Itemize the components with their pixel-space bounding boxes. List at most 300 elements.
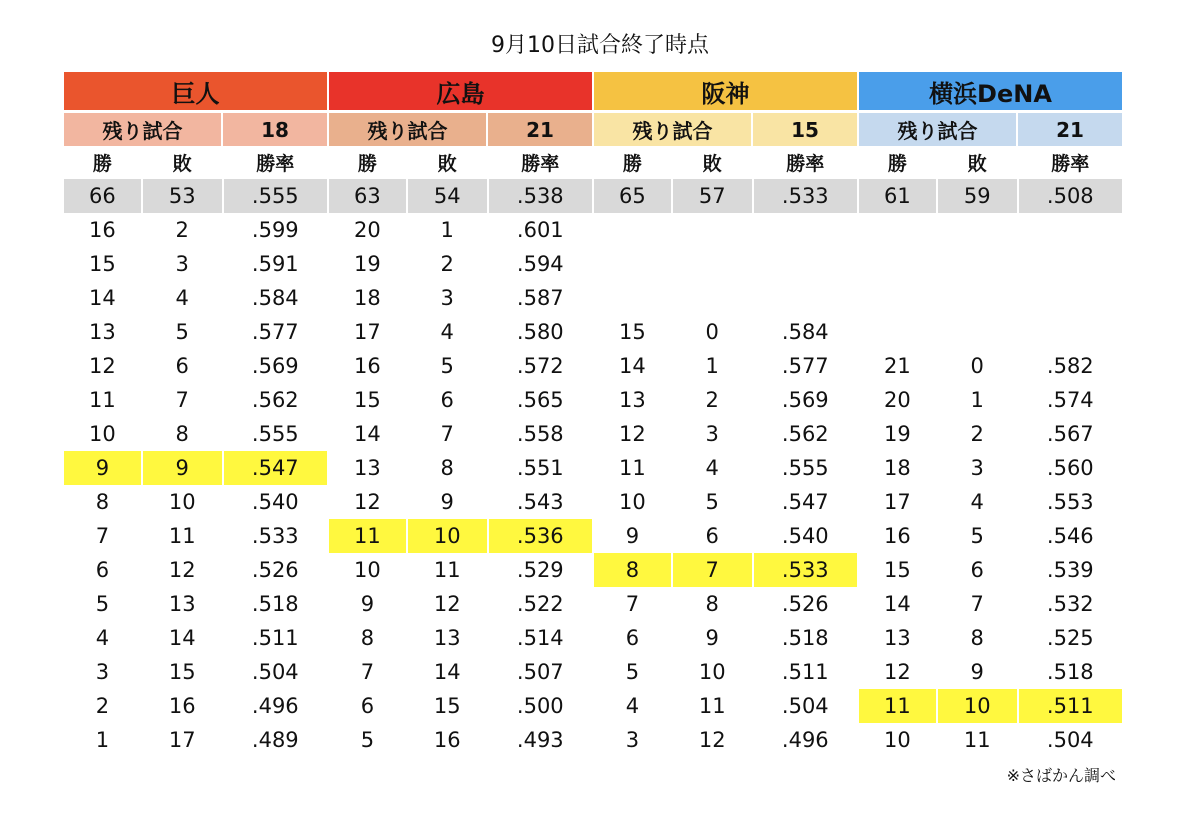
- losses-cell: 9: [141, 451, 222, 485]
- win-pct-cell: [1017, 281, 1122, 315]
- scenario-row: [859, 417, 1122, 451]
- losses-cell: 53: [141, 179, 222, 213]
- losses-cell: [671, 213, 752, 247]
- win-pct-cell: [752, 281, 857, 315]
- losses-cell: 7: [440, 422, 454, 446]
- scenario-row: [594, 315, 857, 349]
- losses-cell: 7: [970, 592, 984, 616]
- losses-cell: 敗: [702, 153, 722, 175]
- win-pct-cell: [1017, 315, 1122, 349]
- wins-cell: 4: [625, 694, 640, 718]
- win-pct-cell: .584: [251, 286, 299, 310]
- losses-cell: 5: [705, 490, 719, 514]
- win-pct-cell: .538: [487, 179, 592, 213]
- losses-cell: 2: [440, 252, 454, 276]
- win-pct-cell: .569: [251, 354, 299, 378]
- scenario-row: [859, 349, 1122, 383]
- losses-cell: 5: [970, 524, 984, 548]
- scenario-row: [64, 247, 327, 281]
- team-block-baystars: [859, 72, 1122, 757]
- win-pct-cell: .500: [516, 694, 564, 718]
- scenario-row: [859, 383, 1122, 417]
- win-pct-cell: .511: [1017, 689, 1122, 723]
- wins-cell: 7: [625, 592, 640, 616]
- wins-cell: 2: [95, 694, 110, 718]
- scenario-row: [594, 655, 857, 689]
- scenario-row: [329, 655, 592, 689]
- wins-cell: 5: [625, 660, 640, 684]
- win-pct-cell: .587: [516, 286, 564, 310]
- scenario-row: [859, 485, 1122, 519]
- wins-cell: 63: [354, 184, 381, 208]
- column-header-row: [329, 146, 592, 179]
- losses-cell: 4: [705, 456, 719, 480]
- win-pct-cell: .560: [1046, 456, 1094, 480]
- wins-cell: 6: [360, 694, 375, 718]
- scenario-row: [329, 315, 592, 349]
- scenario-row: [329, 553, 592, 587]
- losses-cell: 3: [440, 286, 454, 310]
- win-pct-cell: .582: [1046, 354, 1094, 378]
- losses-cell: 1: [440, 218, 454, 242]
- wins-cell: 13: [884, 626, 911, 650]
- remaining-games-row: [859, 113, 1122, 146]
- wins-cell: 12: [619, 422, 646, 446]
- team-name-carp: 広島: [329, 72, 592, 110]
- scenario-row: [594, 281, 857, 315]
- wins-cell: 7: [360, 660, 375, 684]
- losses-cell: 59: [936, 179, 1017, 213]
- wins-cell: 11: [619, 456, 646, 480]
- win-pct-cell: .546: [1046, 524, 1094, 548]
- losses-cell: 13: [168, 592, 196, 616]
- losses-cell: 6: [175, 354, 189, 378]
- losses-cell: 3: [705, 422, 719, 446]
- wins-cell: 7: [95, 524, 110, 548]
- highlight-row: [859, 689, 1122, 723]
- wins-cell: 66: [89, 184, 116, 208]
- win-pct-cell: .526: [781, 592, 829, 616]
- wins-cell: 61: [884, 184, 911, 208]
- wins-cell: 11: [329, 519, 406, 553]
- losses-cell: 12: [433, 592, 461, 616]
- losses-cell: 6: [970, 558, 984, 582]
- scenario-row: [859, 213, 1122, 247]
- losses-cell: 6: [440, 388, 454, 412]
- scenario-row: [64, 723, 327, 757]
- scenario-row: [64, 553, 327, 587]
- wins-cell: 17: [884, 490, 911, 514]
- remaining-games-count: 21: [1016, 113, 1122, 146]
- wins-cell: 15: [89, 252, 116, 276]
- wins-cell: 1: [95, 728, 110, 752]
- scenario-row: [64, 655, 327, 689]
- wins-cell: 65: [619, 184, 646, 208]
- wins-cell: [859, 213, 936, 247]
- win-pct-cell: .553: [1046, 490, 1094, 514]
- scenario-row: [594, 451, 857, 485]
- wins-cell: 5: [95, 592, 110, 616]
- wins-cell: 9: [360, 592, 375, 616]
- win-pct-cell: [1017, 247, 1122, 281]
- column-header-row: [64, 146, 327, 179]
- scenario-row: [329, 349, 592, 383]
- win-pct-cell: .551: [516, 456, 564, 480]
- losses-cell: [936, 281, 1017, 315]
- wins-cell: 16: [354, 354, 381, 378]
- scenario-row: [594, 485, 857, 519]
- win-pct-cell: .496: [251, 694, 299, 718]
- win-pct-cell: .508: [1017, 179, 1122, 213]
- win-pct-cell: .504: [1046, 728, 1094, 752]
- win-pct-cell: [752, 247, 857, 281]
- losses-cell: 5: [175, 320, 189, 344]
- win-pct-cell: .539: [1046, 558, 1094, 582]
- remaining-games-row: [329, 113, 592, 146]
- scenario-row: [859, 587, 1122, 621]
- scenario-row: [859, 247, 1122, 281]
- win-pct-cell: .547: [781, 490, 829, 514]
- wins-cell: 10: [884, 728, 911, 752]
- wins-cell: [859, 281, 936, 315]
- losses-cell: 4: [440, 320, 454, 344]
- win-pct-cell: .555: [222, 179, 327, 213]
- wins-cell: 9: [625, 524, 640, 548]
- wins-cell: 20: [884, 388, 911, 412]
- win-pct-cell: [752, 213, 857, 247]
- scenario-row: [859, 451, 1122, 485]
- losses-cell: 57: [671, 179, 752, 213]
- scenario-row: [64, 213, 327, 247]
- losses-cell: [671, 281, 752, 315]
- wins-cell: [859, 315, 936, 349]
- wins-cell: 18: [884, 456, 911, 480]
- wins-cell: [594, 247, 671, 281]
- team-name-giants: 巨人: [64, 72, 327, 110]
- scenario-row: [64, 519, 327, 553]
- column-header-row: [594, 146, 857, 179]
- win-pct-cell: .540: [781, 524, 829, 548]
- losses-cell: 11: [168, 524, 196, 548]
- losses-cell: 敗: [437, 153, 457, 175]
- losses-cell: 2: [175, 218, 189, 242]
- losses-cell: 1: [705, 354, 719, 378]
- wins-cell: 11: [859, 689, 936, 723]
- wins-cell: [594, 213, 671, 247]
- win-pct-cell: .532: [1046, 592, 1094, 616]
- scenario-row: [64, 621, 327, 655]
- scenario-row: [64, 689, 327, 723]
- team-block-carp: [329, 72, 592, 757]
- win-pct-cell: .599: [251, 218, 299, 242]
- scenario-row: [329, 417, 592, 451]
- wins-cell: 13: [89, 320, 116, 344]
- win-pct-cell: .533: [752, 553, 857, 587]
- win-pct-cell: .567: [1046, 422, 1094, 446]
- wins-cell: 15: [884, 558, 911, 582]
- wins-cell: 8: [95, 490, 110, 514]
- scenario-row: [594, 247, 857, 281]
- losses-cell: 8: [175, 422, 189, 446]
- losses-cell: [936, 213, 1017, 247]
- wins-cell: 9: [64, 451, 141, 485]
- losses-cell: 14: [168, 626, 196, 650]
- losses-cell: 8: [705, 592, 719, 616]
- wins-cell: 3: [625, 728, 640, 752]
- losses-cell: 敗: [967, 153, 987, 175]
- win-pct-cell: .489: [251, 728, 299, 752]
- wins-cell: 13: [354, 456, 381, 480]
- remaining-games-count: 21: [486, 113, 592, 146]
- losses-cell: 9: [705, 626, 719, 650]
- wins-cell: 勝: [887, 153, 907, 175]
- wins-cell: 8: [360, 626, 375, 650]
- win-pct-cell: .533: [251, 524, 299, 548]
- scenario-row: [64, 587, 327, 621]
- wins-cell: 8: [594, 553, 671, 587]
- team-name-tigers: 阪神: [594, 72, 857, 110]
- win-pct-cell: .536: [487, 519, 592, 553]
- wins-cell: 17: [354, 320, 381, 344]
- losses-cell: 0: [970, 354, 984, 378]
- scenario-row: [859, 519, 1122, 553]
- scenario-row: [594, 519, 857, 553]
- losses-cell: 9: [440, 490, 454, 514]
- win-pct-cell: .504: [781, 694, 829, 718]
- win-pct-cell: .558: [516, 422, 564, 446]
- win-pct-cell: .540: [251, 490, 299, 514]
- wins-cell: 13: [619, 388, 646, 412]
- losses-cell: 16: [168, 694, 196, 718]
- scenario-row: [329, 383, 592, 417]
- losses-cell: 13: [433, 626, 461, 650]
- win-pct-cell: .511: [781, 660, 829, 684]
- wins-cell: 19: [354, 252, 381, 276]
- wins-cell: 16: [884, 524, 911, 548]
- win-pct-cell: .533: [752, 179, 857, 213]
- scenario-row: [329, 723, 592, 757]
- remaining-games-label: 残り試合: [367, 119, 448, 143]
- losses-cell: 16: [433, 728, 461, 752]
- losses-cell: 2: [970, 422, 984, 446]
- losses-cell: 11: [433, 558, 461, 582]
- win-pct-cell: .584: [781, 320, 829, 344]
- wins-cell: [859, 247, 936, 281]
- remaining-games-label: 残り試合: [102, 119, 183, 143]
- scenario-row: [329, 451, 592, 485]
- losses-cell: 9: [970, 660, 984, 684]
- losses-cell: [671, 247, 752, 281]
- win-pct-cell: .547: [222, 451, 327, 485]
- win-pct-cell: .518: [781, 626, 829, 650]
- highlight-row: [594, 553, 857, 587]
- losses-cell: 3: [970, 456, 984, 480]
- win-pct-cell: 勝率: [521, 153, 560, 175]
- losses-cell: 7: [175, 388, 189, 412]
- scenario-row: [64, 349, 327, 383]
- win-pct-cell: 勝率: [786, 153, 825, 175]
- source-note: ※さばかん調べ: [1006, 766, 1116, 785]
- wins-cell: 10: [619, 490, 646, 514]
- win-pct-cell: 勝率: [1051, 153, 1090, 175]
- win-pct-cell: .569: [781, 388, 829, 412]
- losses-cell: 4: [970, 490, 984, 514]
- scenario-row: [64, 417, 327, 451]
- losses-cell: 12: [168, 558, 196, 582]
- wins-cell: 14: [354, 422, 381, 446]
- remaining-games-row: [64, 113, 327, 146]
- scenario-row: [64, 315, 327, 349]
- wins-cell: 4: [95, 626, 110, 650]
- losses-cell: 14: [433, 660, 461, 684]
- wins-cell: 12: [89, 354, 116, 378]
- win-pct-cell: .518: [251, 592, 299, 616]
- losses-cell: 11: [698, 694, 726, 718]
- scenario-row: [594, 213, 857, 247]
- scenario-row: [859, 621, 1122, 655]
- wins-cell: 10: [89, 422, 116, 446]
- losses-cell: 8: [970, 626, 984, 650]
- win-pct-cell: .522: [516, 592, 564, 616]
- column-header-row: [859, 146, 1122, 179]
- wins-cell: 勝: [357, 153, 377, 175]
- scenario-row: [329, 281, 592, 315]
- win-pct-cell: .518: [1046, 660, 1094, 684]
- win-pct-cell: .543: [516, 490, 564, 514]
- win-pct-cell: .601: [516, 218, 564, 242]
- wins-cell: 12: [354, 490, 381, 514]
- current-record-row: [64, 179, 327, 213]
- win-pct-cell: .565: [516, 388, 564, 412]
- wins-cell: 6: [95, 558, 110, 582]
- remaining-games-row: [594, 113, 857, 146]
- losses-cell: 0: [705, 320, 719, 344]
- win-pct-cell: .511: [251, 626, 299, 650]
- win-pct-cell: .577: [781, 354, 829, 378]
- scenario-row: [859, 315, 1122, 349]
- losses-cell: 1: [970, 388, 984, 412]
- scenario-row: [594, 349, 857, 383]
- remaining-games-label: 残り試合: [632, 119, 713, 143]
- wins-cell: 18: [354, 286, 381, 310]
- scenario-row: [64, 383, 327, 417]
- wins-cell: 3: [95, 660, 110, 684]
- scenario-row: [594, 417, 857, 451]
- wins-cell: 勝: [622, 153, 642, 175]
- losses-cell: 15: [433, 694, 461, 718]
- losses-cell: 敗: [172, 153, 192, 175]
- wins-cell: 6: [625, 626, 640, 650]
- scenario-row: [329, 587, 592, 621]
- win-pct-cell: .574: [1046, 388, 1094, 412]
- wins-cell: 11: [89, 388, 116, 412]
- scenario-row: [594, 587, 857, 621]
- wins-cell: 14: [89, 286, 116, 310]
- scenario-row: [64, 485, 327, 519]
- scenario-row: [329, 213, 592, 247]
- losses-cell: 7: [671, 553, 752, 587]
- losses-cell: 10: [936, 689, 1017, 723]
- wins-cell: 14: [884, 592, 911, 616]
- win-pct-cell: .514: [516, 626, 564, 650]
- losses-cell: [936, 315, 1017, 349]
- losses-cell: 10: [698, 660, 726, 684]
- scenario-row: [859, 281, 1122, 315]
- highlight-row: [329, 519, 592, 553]
- losses-cell: [936, 247, 1017, 281]
- scenario-row: [594, 621, 857, 655]
- scenario-row: [859, 723, 1122, 757]
- scenario-row: [329, 689, 592, 723]
- win-pct-cell: .577: [251, 320, 299, 344]
- scenario-row: [594, 689, 857, 723]
- page-title: 9月10日試合終了時点: [491, 33, 709, 58]
- win-pct-cell: .529: [516, 558, 564, 582]
- team-name-baystars: 横浜DeNA: [859, 72, 1122, 110]
- wins-cell: 14: [619, 354, 646, 378]
- win-pct-cell: .594: [516, 252, 564, 276]
- win-pct-cell: [1017, 213, 1122, 247]
- losses-cell: 6: [705, 524, 719, 548]
- scenario-row: [329, 485, 592, 519]
- current-record-row: [329, 179, 592, 213]
- wins-cell: [594, 281, 671, 315]
- scenario-row: [859, 553, 1122, 587]
- win-pct-cell: .496: [781, 728, 829, 752]
- losses-cell: 3: [175, 252, 189, 276]
- team-block-tigers: [594, 72, 857, 757]
- scenario-row: [594, 723, 857, 757]
- highlight-row: [64, 451, 327, 485]
- wins-cell: 15: [619, 320, 646, 344]
- wins-cell: 5: [360, 728, 375, 752]
- losses-cell: 10: [406, 519, 487, 553]
- losses-cell: 10: [168, 490, 196, 514]
- wins-cell: 20: [354, 218, 381, 242]
- losses-cell: 12: [698, 728, 726, 752]
- win-pct-cell: .525: [1046, 626, 1094, 650]
- scenario-row: [594, 383, 857, 417]
- remaining-games-label: 残り試合: [897, 119, 978, 143]
- wins-cell: 10: [354, 558, 381, 582]
- losses-cell: 11: [963, 728, 991, 752]
- current-record-row: [594, 179, 857, 213]
- scenario-row: [329, 621, 592, 655]
- win-pct-cell: 勝率: [256, 153, 295, 175]
- losses-cell: 15: [168, 660, 196, 684]
- win-pct-cell: .580: [516, 320, 564, 344]
- scenario-row: [329, 247, 592, 281]
- losses-cell: 54: [406, 179, 487, 213]
- win-pct-cell: .504: [251, 660, 299, 684]
- win-pct-cell: .526: [251, 558, 299, 582]
- losses-cell: 4: [175, 286, 189, 310]
- scenario-row: [859, 655, 1122, 689]
- losses-cell: 5: [440, 354, 454, 378]
- remaining-games-count: 18: [221, 113, 327, 146]
- win-pct-cell: .562: [781, 422, 829, 446]
- losses-cell: 2: [705, 388, 719, 412]
- win-pct-cell: .572: [516, 354, 564, 378]
- wins-cell: 21: [884, 354, 911, 378]
- wins-cell: 15: [354, 388, 381, 412]
- win-pct-cell: .591: [251, 252, 299, 276]
- wins-cell: 勝: [92, 153, 112, 175]
- losses-cell: 8: [440, 456, 454, 480]
- wins-cell: 19: [884, 422, 911, 446]
- team-block-giants: [64, 72, 327, 757]
- win-pct-cell: .562: [251, 388, 299, 412]
